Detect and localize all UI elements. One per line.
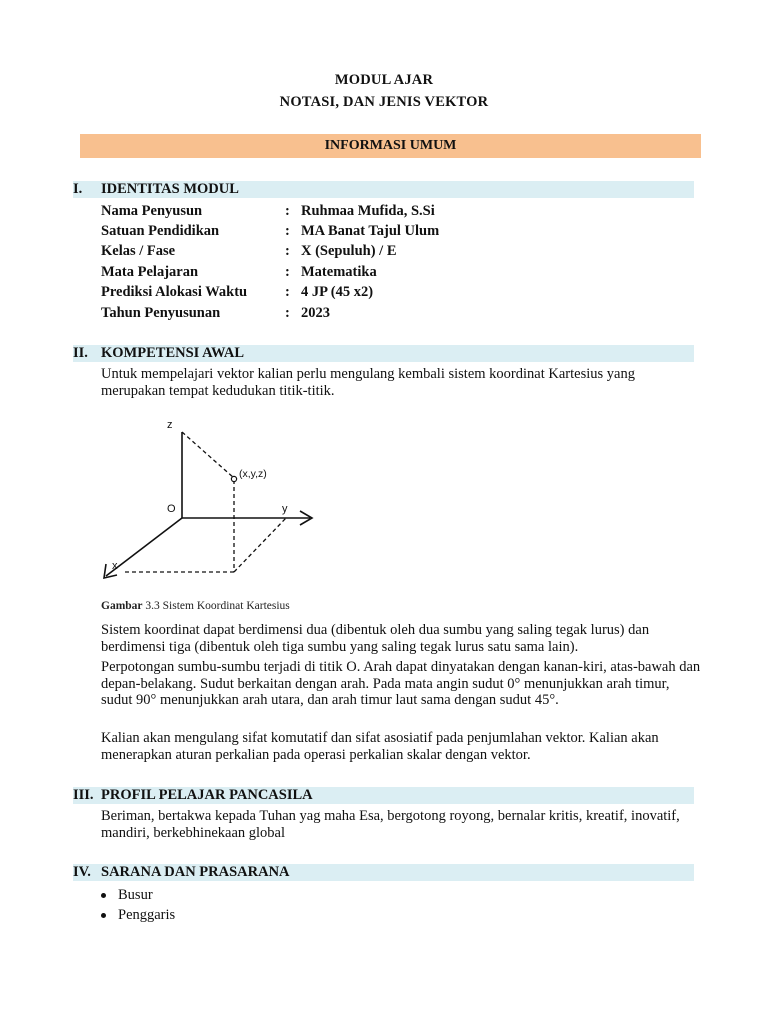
kompetensi-paragraph-1: Sistem koordinat dapat berdimensi dua (dibentuk oleh dua sumbu yang saling tegak lurus) dan berdimensi tiga (dibentuk oleh tiga sumbu yang saling tegak lurus satu sama lain).	[101, 622, 650, 655]
section-label: IDENTITAS MODUL	[101, 181, 239, 197]
identitas-colon: :	[285, 243, 290, 259]
projection-line-z	[182, 432, 234, 478]
identitas-key: Kelas / Fase	[101, 243, 176, 259]
section-label: PROFIL PELAJAR PANCASILA	[101, 787, 313, 803]
section-number: I.	[73, 181, 83, 197]
section-heading-profil	[73, 787, 694, 804]
kompetensi-intro: Untuk mempelajari vektor kalian perlu mengulang kembali sistem koordinat Kartesius yang merupakan tempat kedudukan titik-titik.	[101, 366, 635, 399]
kompetensi-paragraph-3: Kalian akan mengulang sifat komutatif dan sifat asosiatif pada penjumlahan vektor. Kalian akan menerapkan aturan perkalian pada operasi perkalian skalar dengan vektor.	[101, 730, 659, 763]
label-z: z	[167, 419, 173, 431]
sarana-item-text: Penggaris	[118, 907, 176, 923]
identitas-key: Satuan Pendidikan	[101, 223, 220, 239]
section-number: IV.	[73, 864, 91, 880]
identitas-row	[101, 222, 701, 241]
caption-prefix: Gambar	[101, 600, 143, 612]
caption-text: 3.3 Sistem Koordinat Kartesius	[142, 600, 290, 612]
point-xyz	[231, 476, 236, 481]
section-label: KOMPETENSI AWAL	[101, 345, 245, 361]
section-number: II.	[73, 345, 88, 361]
module-subtitle: NOTASI, DAN JENIS VEKTOR	[279, 94, 489, 110]
identitas-row	[101, 202, 701, 221]
identitas-value: X (Sepuluh) / E	[301, 243, 397, 259]
identitas-colon: :	[285, 284, 290, 300]
section-label: SARANA DAN PRASARANA	[101, 864, 290, 880]
identitas-value: 2023	[301, 305, 330, 321]
section-number: III.	[73, 787, 94, 803]
identitas-key: Tahun Penyusunan	[101, 305, 221, 321]
bullet-dot-icon	[101, 913, 106, 918]
identitas-value: Matematika	[301, 264, 377, 280]
identitas-key: Prediksi Alokasi Waktu	[101, 284, 248, 300]
profil-text: Beriman, bertakwa kepada Tuhan yag maha Esa, bergotong royong, bernalar kritis, kreatif, inovatif, mandiri, berkebhinekaan global	[101, 808, 680, 841]
figure-caption	[101, 600, 290, 612]
label-x: x	[112, 560, 118, 572]
section-banner: INFORMASI UMUM	[80, 134, 701, 158]
identitas-colon: :	[285, 223, 290, 239]
identitas-colon: :	[285, 305, 290, 321]
kompetensi-paragraph-2: Perpotongan sumbu-sumbu terjadi di titik O. Arah dapat dinyatakan dengan kanan-kiri, atas-bawah dan depan-belakang. Sudut berkaitan dengan arah. Pada mata angin sudut 0° menunjukkan arah timur, sudut 90° menunjukkan arah utara, dan arah timur laut sama dengan sudut 45°.	[101, 659, 701, 708]
section-heading-sarana	[73, 864, 694, 881]
identitas-value: Ruhmaa Mufida, S.Si	[301, 203, 435, 219]
coordinate-system-figure	[100, 414, 330, 584]
identitas-colon: :	[285, 203, 290, 219]
section-heading-kompetensi	[73, 345, 694, 362]
sarana-item-text: Busur	[118, 887, 153, 903]
identitas-row	[101, 242, 701, 261]
identitas-value: 4 JP (45 x2)	[301, 284, 374, 300]
label-y: y	[282, 503, 288, 515]
label-origin: O	[167, 503, 176, 515]
bullet-dot-icon	[101, 893, 106, 898]
identitas-row	[101, 263, 701, 282]
identitas-row	[101, 304, 701, 323]
projection-line-y	[234, 518, 286, 572]
identitas-colon: :	[285, 264, 290, 280]
module-title: MODUL AJAR	[334, 72, 434, 88]
identitas-value: MA Banat Tajul Ulum	[301, 223, 440, 239]
identitas-key: Nama Penyusun	[101, 203, 203, 219]
identitas-key: Mata Pelajaran	[101, 264, 199, 280]
section-heading-identitas	[73, 181, 694, 198]
identitas-row	[101, 283, 701, 302]
label-point: (x,y,z)	[239, 468, 267, 480]
